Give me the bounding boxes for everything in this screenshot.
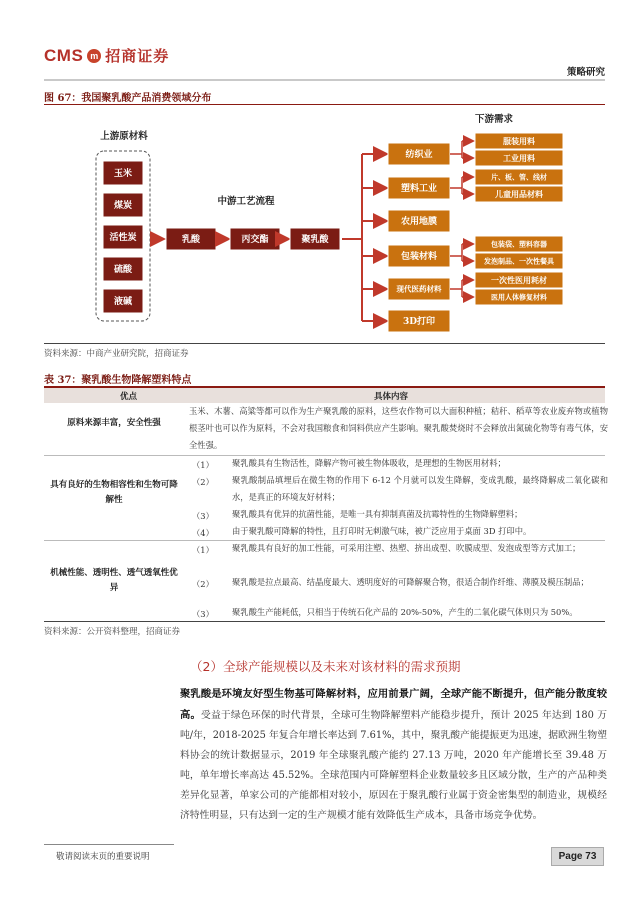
end-use-box	[475, 133, 563, 149]
figure-title: 图 67：我国聚乳酸产品消费领域分布	[44, 93, 212, 104]
downstream-title: 下游需求	[474, 114, 514, 125]
process-step-box	[230, 228, 280, 250]
table-row-advantage: 原料来源丰富，安全性强	[67, 418, 161, 428]
list-item: 由于聚乳酸可降解的特性，且打印时无刺激气味，被广泛应用于桌面 3D 打印中。	[232, 526, 532, 536]
list-item: 聚乳酸具有良好的加工性能，可采用注塑、热塑、挤出成型、吹膜成型、发泡成型等方式加工；	[232, 543, 581, 553]
upstream-material-box-label: 活性炭	[109, 233, 137, 244]
process-step-box-label: 丙交酯	[241, 235, 269, 246]
downstream-sector-box	[388, 278, 450, 300]
end-use-box-label: 一次性医用耗材	[491, 274, 547, 285]
paragraph-lead: 聚乳酸是环境友好型生物基可降解材料，应用前景广阔，全球产能不断提升，但产能分散度较高。	[180, 688, 607, 721]
table-row-advantage: 机械性能、透明性、透气透氧性优异	[50, 568, 178, 593]
end-use-box-label: 包装袋、塑料容器	[491, 239, 547, 249]
list-item: 聚乳酸具有优异的抗菌性能，是唯一具有抑制真菌及抗霉特性的生物降解塑料；	[232, 509, 523, 519]
end-use-box	[475, 150, 563, 166]
downstream-sector-box	[388, 210, 450, 232]
end-use-box	[475, 169, 563, 185]
upstream-material-box-label: 煤炭	[113, 201, 133, 212]
downstream-sector-box-label: 农用地膜	[400, 217, 438, 228]
downstream-sector-box-label: 现代医药材料	[396, 284, 442, 294]
end-use-box-label: 儿童用品材料	[495, 188, 543, 199]
upstream-material-box	[103, 257, 143, 281]
upstream-material-box	[103, 289, 143, 313]
upstream-material-box-label: 硫酸	[113, 265, 133, 276]
downstream-sector-box	[388, 143, 450, 165]
upstream-material-box	[103, 225, 143, 249]
section-heading: （2）全球产能规模以及未来对该材料的需求预期	[190, 659, 461, 674]
list-number: （3）	[192, 511, 214, 521]
upstream-material-box-label: 液碱	[113, 297, 133, 308]
list-number: （3）	[192, 609, 214, 619]
upstream-material-box	[103, 193, 143, 217]
footer-rule	[44, 844, 174, 845]
table-title: 表 37：聚乳酸生物降解塑料特点	[44, 375, 192, 386]
end-use-box	[475, 289, 563, 305]
table-header	[44, 388, 605, 403]
company-logo	[44, 45, 169, 66]
table-source: 资料来源：公开资料整理，招商证券	[44, 627, 181, 637]
end-use-box-label: 工业用料	[503, 152, 535, 163]
list-number: （2）	[192, 477, 214, 487]
end-use-box-label: 片、板、管、线材	[491, 172, 547, 182]
downstream-sector-box-label: 包装材料	[400, 252, 438, 263]
process-step-box-label: 乳酸	[181, 235, 201, 246]
footer-disclaimer-link[interactable]: 敬请阅读末页的重要说明	[56, 852, 150, 862]
downstream-sector-box-label: 塑料工业	[400, 184, 438, 195]
list-number: （2）	[192, 579, 214, 589]
list-item: 聚乳酸具有生物活性，降解产物可被生物体吸收，是理想的生物医用材料；	[232, 458, 506, 468]
list-number: （1）	[192, 545, 214, 555]
table-row-advantage: 具有良好的生物相容性和生物可降解性	[50, 480, 178, 505]
end-use-box-label: 服装用料	[503, 135, 535, 146]
list-item: 聚乳酸是拉点最高、结晶度最大、透明度好的可降解聚合物，很适合制作纤维、薄膜及模压制品；	[232, 577, 589, 587]
process-step-box	[166, 228, 216, 250]
list-item: 聚乳酸生产能耗低，只相当于传统石化产品的 20%-50%，产生的二氧化碳气体则只为 50%。	[232, 607, 578, 617]
col-header-advantage: 优点	[120, 392, 138, 402]
col-header-detail: 具体内容	[374, 392, 409, 402]
paragraph-body: 受益于绿色环保的时代背景，全球可生物降解塑料产能稳步提升，预计 2025 年达到 180 万吨/年，2018-2025 年复合年增长率达到 7.61%，其中，聚乳酸产能提振更为迅速，据欧洲生物塑料协会的统计数据显示，2019 年全球聚乳酸产能约 27.13 万吨，2020 年产能增长至 39.48 万吨，单年增长率高达 45.52%。全球范围内可降解塑料企业数量较多且区域分散，生产的产品种类差异化显著，单家公司的产能都相对较小，原因在于聚乳酸行业属于资金密集型的制造业，规模经济特性明显，只有达到一定的生产规模才能有效降低生产成本，具备市场竞争优势。	[180, 710, 607, 821]
logo-badge-icon: m	[87, 49, 101, 63]
list-number: （4）	[192, 528, 214, 538]
upstream-title: 上游原材料	[100, 131, 148, 142]
process-step-box	[290, 228, 340, 250]
section-paragraph	[180, 684, 607, 826]
report-section-label: 策略研究	[566, 67, 605, 78]
end-use-box-label: 发泡制品、一次性餐具	[484, 256, 554, 266]
process-step-box-label: 聚乳酸	[301, 235, 329, 246]
table-row-detail: 玉米、木薯、高粱等都可以作为生产聚乳酸的原料，这些农作物可以大面积种植；秸秆、稻草等农业废弃物或植物根茎叶也可以作为原料，不会对我国粮食和饲料供应产生影响。聚乳酸焚烧时不会释放出氮硫化物等有毒气体，安全性强。	[189, 406, 608, 450]
end-use-box	[475, 236, 563, 252]
midstream-title: 中游工艺流程	[217, 196, 275, 207]
page-number: Page 73	[551, 847, 604, 866]
figure-source: 资料来源：中商产业研究院，招商证券	[44, 349, 189, 359]
upstream-material-box	[103, 161, 143, 185]
downstream-sector-box-label: 纺织业	[405, 150, 433, 161]
end-use-box	[475, 186, 563, 202]
figure-bottom-rule	[44, 343, 605, 344]
downstream-sector-box	[388, 310, 450, 332]
figure-title-rule	[44, 104, 605, 105]
logo-chinese: 招商证券	[105, 47, 170, 65]
upstream-material-box-label: 玉米	[113, 169, 133, 180]
downstream-sector-box	[388, 177, 450, 199]
end-use-box-label: 医用人体修复材料	[491, 292, 547, 302]
end-use-box	[475, 253, 563, 269]
downstream-sector-box-label: 3D打印	[402, 317, 436, 328]
header-divider	[44, 79, 605, 81]
industry-chain-diagram	[44, 108, 605, 340]
list-item: 聚乳酸制品填埋后在微生物的作用下 6-12 个月就可以发生降解，变成乳酸，最终降解成二氧化碳和水，是真正的环境友好材料；	[232, 475, 608, 502]
table-bottom-rule	[44, 621, 605, 622]
downstream-sector-box	[388, 245, 450, 267]
logo-latin: CMS	[44, 45, 84, 65]
list-number: （1）	[192, 460, 214, 470]
end-use-box	[475, 272, 563, 288]
